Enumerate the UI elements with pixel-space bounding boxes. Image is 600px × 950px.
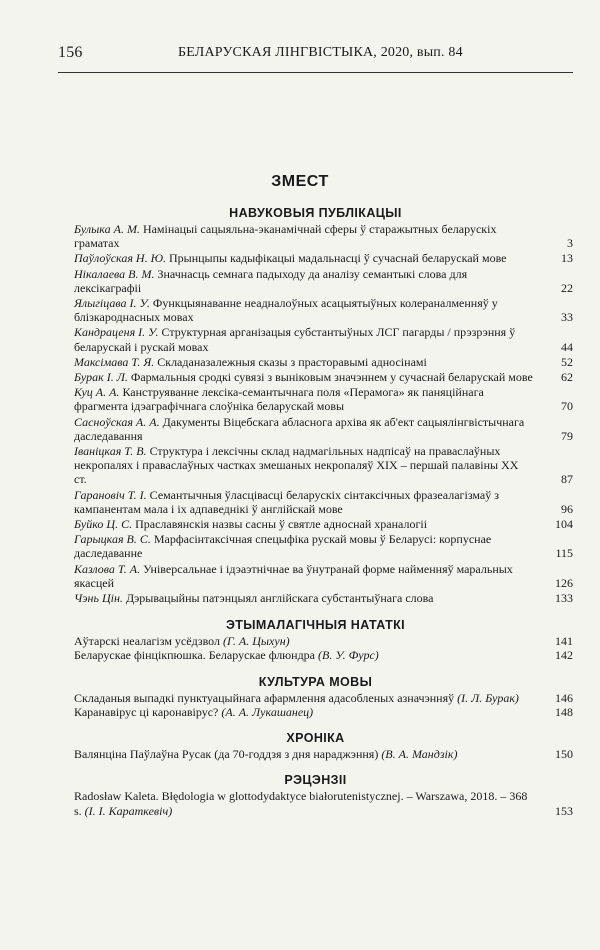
entry-page: 150 bbox=[555, 747, 573, 762]
entry-page: 33 bbox=[561, 310, 573, 325]
entry-author: Гарановіч Т. І. bbox=[74, 487, 147, 502]
entry-title: Каранавірус ці каронавірус? bbox=[74, 704, 219, 719]
entry-page: 153 bbox=[555, 803, 573, 818]
entry-author: Гарыцкая В. С. bbox=[74, 532, 151, 547]
entry-title: Семантычныя ўласцівасці беларускіх сінтаксічных фразеалагізмаў з кампанентам мала і іх адпаведнікі ў англійскай мове bbox=[74, 487, 499, 516]
toc-entry[interactable] bbox=[58, 355, 573, 369]
entry-page: 126 bbox=[555, 575, 573, 590]
toc-entry[interactable] bbox=[58, 532, 573, 560]
entry-author: Чэнь Цін. bbox=[74, 591, 123, 606]
toc-entry[interactable] bbox=[58, 634, 573, 648]
entry-title: Складаныя выпадкі пунктуацыйнага афармлення адасобленых азначэнняў bbox=[74, 690, 455, 705]
toc-entry[interactable] bbox=[58, 517, 573, 531]
entry-author: Булыка А. М. bbox=[74, 222, 140, 236]
toc-entry[interactable] bbox=[58, 488, 573, 516]
entry-title: Фармальныя сродкі сувязі з выніковым значэннем у сучаснай беларускай мове bbox=[130, 370, 533, 385]
entry-author: Максімава Т. Я. bbox=[74, 354, 155, 369]
section-heading-etymology: ЭТЫМАЛАГІЧНЫЯ НАТАТКІ bbox=[225, 618, 406, 633]
entry-title: Значнасць семнага падыходу да аналізу семантыкі слова для лексікаграфіі bbox=[74, 266, 468, 295]
entry-author: Казлова Т. А. bbox=[74, 561, 141, 576]
section-heading-research: НАВУКОВЫЯ ПУБЛІКАЦЫІ bbox=[229, 206, 402, 220]
entry-author: Нікалаева В. М. bbox=[74, 266, 155, 281]
entry-author: Сасноўская А. А. bbox=[74, 414, 160, 429]
entry-page: 142 bbox=[555, 648, 573, 663]
page-number: 156 bbox=[58, 44, 83, 61]
toc-entry[interactable] bbox=[58, 325, 573, 353]
entry-page: 146 bbox=[555, 690, 573, 705]
entry-title: Намінацыі сацыяльна-эканамічнай сферы ў старажытных беларускіх граматах bbox=[74, 222, 497, 251]
entry-title: Праславянскія назвы сасны ў святле адноснай храналогіі bbox=[135, 517, 428, 532]
entry-title: Складаназалежныя сказы з прасторавымі адносінамі bbox=[157, 354, 427, 369]
toc-entry[interactable] bbox=[58, 415, 573, 443]
toc-entry[interactable] bbox=[58, 705, 573, 719]
entry-title: Структура і лексічны склад надмагільных надпісаў на праваслаўных некропалях і праваслаўных частках змешаных некропаляў XIX – першай палавіны XX ст. bbox=[74, 444, 519, 487]
entry-page: 70 bbox=[561, 399, 573, 414]
entry-title: Функцыянаванне неадналоўных асацыятыўных колераналменняў у блізкароднасных мовах bbox=[74, 296, 498, 325]
journal-title: БЕЛАРУСКАЯ ЛІНГВІСТЫКА, 2020, вып. 84 bbox=[178, 45, 463, 60]
toc-entry[interactable] bbox=[58, 789, 573, 817]
toc-entry[interactable] bbox=[58, 562, 573, 590]
entry-title: Марфасінтаксічная спецыфіка рускай мовы ў Беларусі: корпуснае даследаванне bbox=[74, 532, 492, 561]
page-title: ЗМЕСТ bbox=[271, 173, 329, 190]
entry-page: 133 bbox=[555, 591, 573, 606]
entry-page: 3 bbox=[567, 236, 573, 251]
toc-entry[interactable] bbox=[58, 747, 573, 761]
toc-entry[interactable] bbox=[58, 385, 573, 413]
section-heading-language-culture: КУЛЬТУРА МОВЫ bbox=[258, 674, 373, 689]
entry-author: Ялыгіцава І. У. bbox=[74, 296, 150, 311]
entry-author: Куц А. А. bbox=[74, 385, 120, 400]
section-research-entries bbox=[58, 222, 573, 605]
toc-entry[interactable] bbox=[58, 370, 573, 384]
toc-entry[interactable] bbox=[58, 691, 573, 705]
entry-author: (А. А. Лукашанец) bbox=[221, 704, 314, 719]
entry-author: Паўлоўская Н. Ю. bbox=[74, 251, 166, 266]
entry-page: 62 bbox=[561, 370, 573, 385]
entry-author: Кандраценя І. У. bbox=[74, 325, 159, 340]
section-heading-reviews: РЭЦЭНЗІІ bbox=[284, 773, 347, 788]
toc-entry[interactable] bbox=[58, 251, 573, 265]
entry-page: 52 bbox=[561, 354, 573, 369]
toc-entry[interactable] bbox=[58, 267, 573, 295]
toc-entry[interactable] bbox=[58, 296, 573, 324]
entry-author: (І. Л. Бурак) bbox=[457, 690, 519, 705]
spacer bbox=[58, 663, 573, 669]
entry-title: Беларускае фінцікпюшка. Беларускае флюндра bbox=[74, 648, 316, 663]
entry-title: Прынцыпы кадыфікацыі мадальнасці ў сучаснай беларускай мове bbox=[168, 251, 507, 266]
entry-title: Універсальнае і ідэаэтнічнае ва ўнутранай форме найменняў маральных якасцей bbox=[74, 561, 513, 590]
entry-page: 79 bbox=[561, 428, 573, 443]
entry-author: (І. І. Караткевіч) bbox=[84, 803, 173, 818]
entry-author: (В. У. Фурс) bbox=[318, 648, 379, 663]
entry-page: 141 bbox=[555, 634, 573, 649]
toc-entry[interactable] bbox=[58, 591, 573, 605]
entry-title: Валянціна Паўлаўна Русак (да 70-годдзя з дня нараджэння) bbox=[74, 747, 379, 762]
entry-author: (В. А. Мандзік) bbox=[381, 747, 458, 762]
entry-title: Канструяванне лексіка-семантычнага поля «Перамога» як паняційнага фрагмента ідэаграфічнага слоўніка беларускай мовы bbox=[74, 385, 484, 414]
entry-page: 87 bbox=[561, 472, 573, 487]
header-rule bbox=[58, 72, 573, 73]
spacer bbox=[58, 761, 573, 767]
toc-entry[interactable] bbox=[58, 222, 573, 250]
section-heading-chronicle: ХРОНІКА bbox=[286, 731, 345, 746]
table-of-contents bbox=[58, 200, 573, 818]
entry-page: 148 bbox=[555, 704, 573, 719]
entry-author: Буйко Ц. С. bbox=[74, 517, 133, 532]
toc-entry[interactable] bbox=[58, 648, 573, 662]
entry-page: 96 bbox=[561, 501, 573, 516]
entry-page: 44 bbox=[561, 339, 573, 354]
spacer bbox=[58, 719, 573, 725]
entry-title: Структурная арганізацыя субстантыўных ЛСГ пагарды / прэзрэння ў беларускай і рускай мовах bbox=[74, 325, 516, 354]
entry-page: 13 bbox=[561, 251, 573, 266]
spacer bbox=[58, 606, 573, 612]
entry-page: 115 bbox=[555, 546, 573, 561]
entry-page: 104 bbox=[555, 517, 573, 532]
entry-title: Radosław Kaleta. Błędologia w glottodydaktyce białorutenistycznej. – Warszawa, 2018. – 368 s. bbox=[74, 789, 528, 818]
entry-title: Дакументы Віцебскага абласнога архіва як аб'ект сацыялінгвістычнага даследавання bbox=[74, 414, 525, 443]
entry-title: Аўтарскі неалагізм усёдзвол bbox=[74, 634, 220, 649]
toc-entry[interactable] bbox=[58, 444, 573, 487]
entry-page: 22 bbox=[561, 280, 573, 295]
entry-author: Іваніцкая Т. В. bbox=[74, 444, 147, 459]
entry-author: Бурак І. Л. bbox=[74, 370, 128, 385]
entry-title: Дэрывацыйны патэнцыял англійскага субстантыўнага слова bbox=[125, 591, 434, 606]
entry-author: (Г. А. Цыхун) bbox=[223, 634, 290, 649]
